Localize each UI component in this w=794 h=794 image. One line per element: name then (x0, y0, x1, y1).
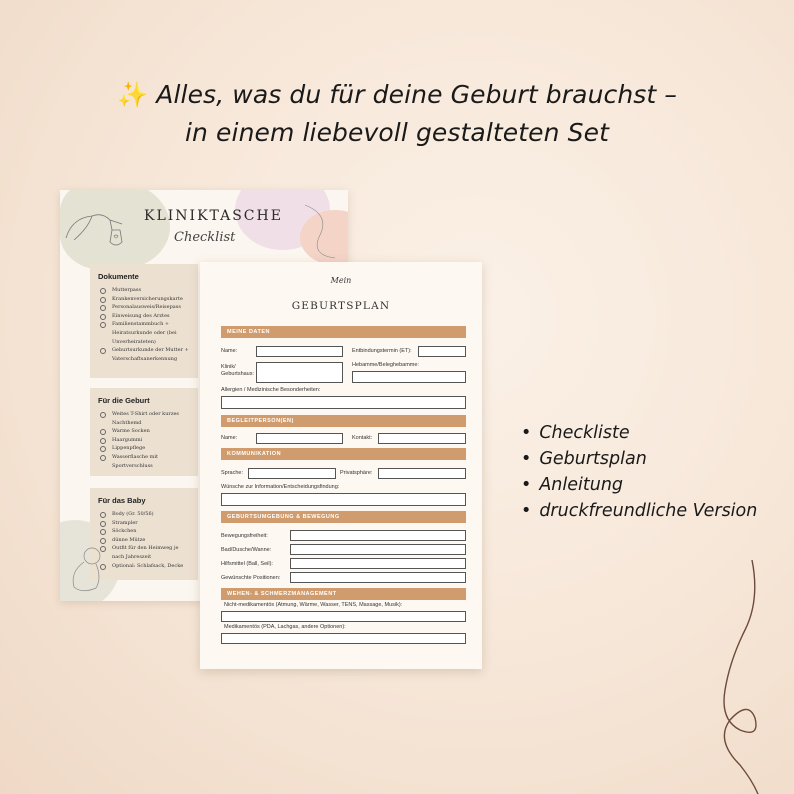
label-kontakt: Kontakt: (352, 435, 373, 441)
checklist-item: Personalausweis/Reisepass (98, 303, 190, 312)
checklist-item: Geburtsurkunde der Mutter + Vaterschaftsanerkennung (98, 346, 190, 363)
label-allergien: Allergien / Medizinische Besonderheiten: (221, 387, 321, 393)
birth-plan-page (200, 262, 482, 669)
bad-field[interactable] (290, 544, 466, 555)
feature-item: • Geburtsplan (521, 446, 757, 472)
privatsphaere-field[interactable] (378, 468, 466, 479)
sprache-field[interactable] (248, 468, 336, 479)
checklist-item: Body (Gr. 50/56) (98, 510, 190, 519)
begleit-name-field[interactable] (256, 433, 343, 444)
feature-list (521, 420, 757, 524)
label-bewegung: Bewegungsfreiheit: (221, 533, 268, 539)
decorative-curl-line (690, 560, 794, 794)
headline (0, 76, 794, 152)
bewegung-field[interactable] (290, 530, 466, 541)
section-dokumente (90, 264, 198, 378)
label-hebamme: Hebamme/Beleghebamme: (352, 362, 419, 368)
allergien-field[interactable] (221, 396, 466, 409)
line-art-icon (300, 200, 340, 260)
feature-item: • druckfreundliche Version (521, 498, 757, 524)
medikamentoes-field[interactable] (221, 633, 466, 644)
label-sprache: Sprache: (221, 470, 244, 476)
checklist-item: Optional: Schlafsack, Decke (98, 562, 190, 571)
label-name: Name: (221, 348, 238, 354)
label-wuensche: Wünsche zur Information/Entscheidungsfindung: (221, 484, 340, 490)
sparkle-icon: ✨ (117, 80, 149, 109)
checklist-item: Mutterpass (98, 286, 190, 295)
checklist-item: Outfit für den Heimweg je nach Jahreszeit (98, 544, 190, 561)
stork-icon (62, 198, 134, 256)
et-field[interactable] (418, 346, 466, 357)
checklist-item: Wasserflasche mit Sportverschluss (98, 453, 190, 470)
checklist-item: Familienstammbuch + Heiratsurkunde oder (bei Unverheirateten) (98, 320, 190, 346)
label-privatsphaere: Privatsphäre: (340, 470, 373, 476)
checklist-item: Krankenversicherungskarte (98, 295, 190, 304)
label-positionen: Gewünschte Positionen: (221, 575, 281, 581)
nichtmedikamentoes-field[interactable] (221, 611, 466, 622)
label-klinik: Klinik/ Geburtshaus: (221, 364, 255, 377)
positionen-field[interactable] (290, 572, 466, 583)
klinik-field[interactable] (256, 362, 343, 383)
section-heading: Dokumente (98, 272, 139, 281)
wuensche-field[interactable] (221, 493, 466, 506)
label-nichtmedikamentoes: Nicht-medikamentös (Atmung, Wärme, Wasser, TENS, Massage, Musik): (224, 602, 403, 608)
section-heading: Für das Baby (98, 496, 146, 505)
label-hilfsmittel: Hilfsmittel (Ball, Seil): (221, 561, 273, 567)
checklist-item: Strampler (98, 519, 190, 528)
checklist-item: Haargummi (98, 436, 190, 445)
checklist-item: Warme Socken (98, 427, 190, 436)
headline-line-1 (0, 76, 794, 114)
feature-item: • Checkliste (521, 420, 757, 446)
headline-line-2: in einem liebevoll gestalteten Set (185, 118, 609, 147)
baby-line-art-icon (62, 542, 112, 597)
label-name-begleit: Name: (221, 435, 238, 441)
checklist-subtitle: Checklist (174, 230, 236, 245)
checklist-title: KLINIKTASCHE (144, 208, 283, 224)
plan-title: GEBURTSPLAN (291, 300, 391, 312)
label-et: Entbindungstermin (ET): (352, 348, 412, 354)
checklist-item: dünne Mütze (98, 536, 190, 545)
label-bad: Bad/Dusche/Wanne: (221, 547, 272, 553)
section-heading: Für die Geburt (98, 396, 150, 405)
section-schmerzmanagement: WEHEN- & SCHMERZMANAGEMENT (221, 588, 466, 600)
hilfsmittel-field[interactable] (290, 558, 466, 569)
checklist-item: Einweisung des Arztes (98, 312, 190, 321)
feature-item: • Anleitung (521, 472, 757, 498)
section-geburt (90, 388, 198, 476)
kontakt-field[interactable] (378, 433, 466, 444)
checklist-item: Lippenpflege (98, 444, 190, 453)
label-medikamentoes: Medikamentös (PDA, Lachgas, andere Optionen): (224, 624, 346, 630)
checklist-item: Söckchen (98, 527, 190, 536)
name-field[interactable] (256, 346, 343, 357)
headline-text-1: Alles, was du für deine Geburt brauchst – (156, 80, 677, 109)
plan-mein: Mein (330, 276, 352, 285)
checklist-item: Weites T-Shirt oder kurzes Nachthemd (98, 410, 190, 427)
section-meine-daten: MEINE DATEN (221, 326, 466, 338)
section-geburtsumgebung: GEBURTSUMGEBUNG & BEWEGUNG (221, 511, 466, 523)
hebamme-field[interactable] (352, 371, 466, 383)
section-kommunikation: KOMMUNIKATION (221, 448, 466, 460)
section-begleitpersonen: BEGLEITPERSON(EN) (221, 415, 466, 427)
